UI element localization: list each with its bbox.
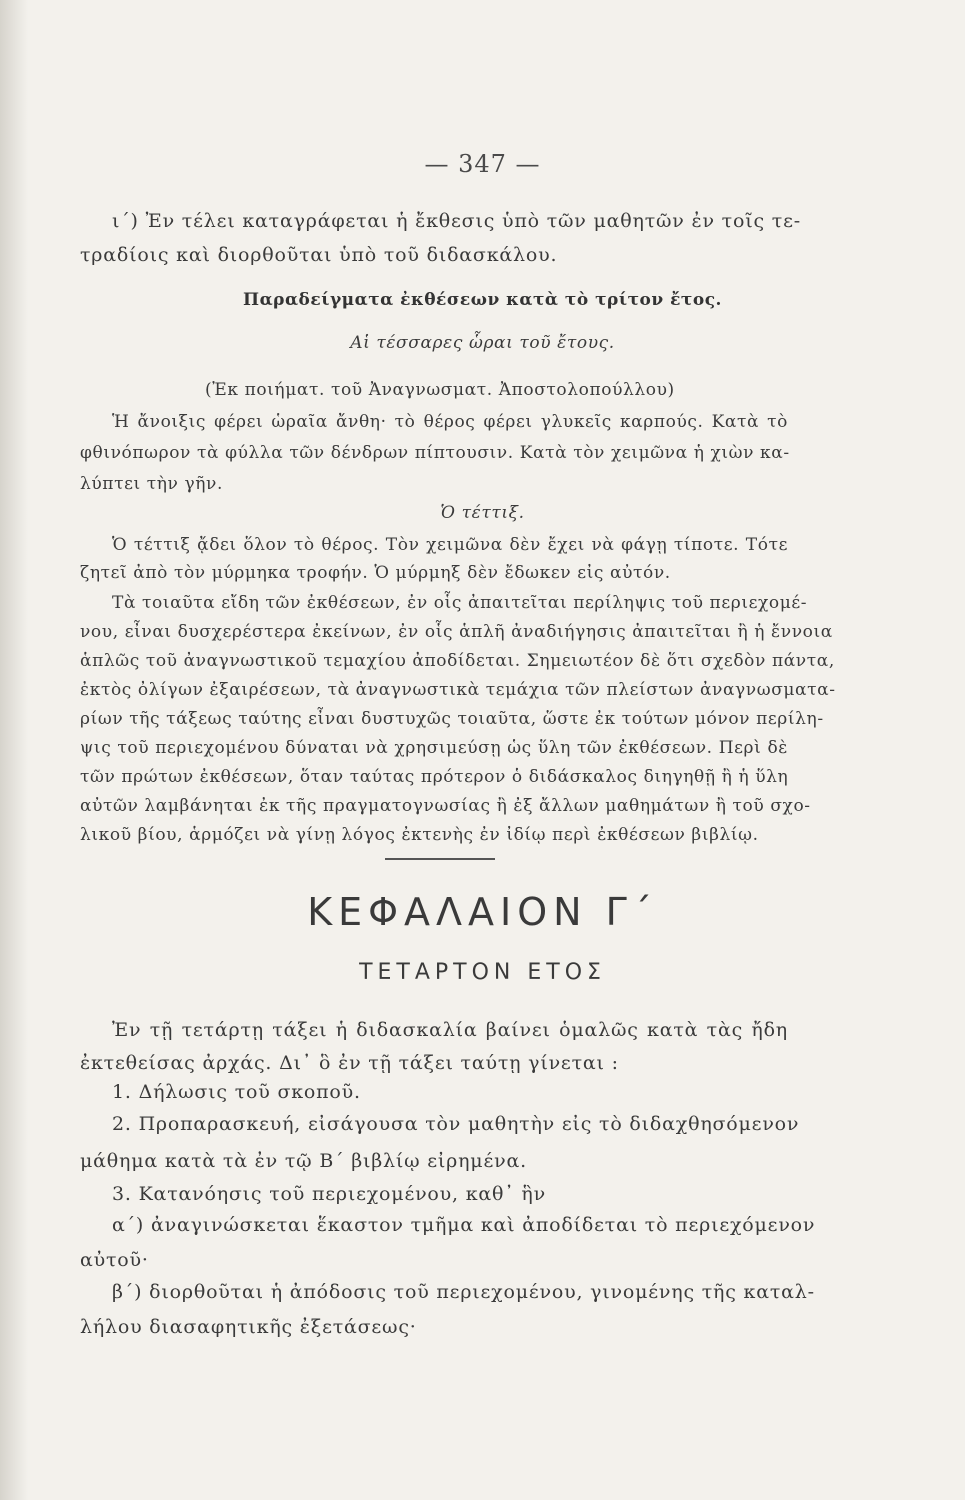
paragraph-i-line-1: ι΄) Ἐν τέλει καταγράφεται ἡ ἔκθεσις ὑπὸ τῶν μαθητῶν ἐν τοῖς τε- bbox=[112, 210, 801, 232]
paragraph-main-line-1: Τὰ τοιαῦτα εἴδη τῶν ἐκθέσεων, ἐν οἷς ἀπαιτεῖται περίληψις τοῦ περιεχομέ- bbox=[112, 593, 808, 613]
chapter-subtitle: ΤΕΤΑΡΤΟΝ ΕΤΟΣ bbox=[359, 960, 606, 985]
paragraph-main-line-4: ἐκτὸς ὀλίγων ἐξαιρέσεων, τὰ ἀναγνωστικὰ τεμάχια τῶν πλείστων ἀναγνωσματα- bbox=[80, 680, 836, 700]
paragraph-main-line-8: αὐτῶν λαμβάνηται ἐκ τῆς πραγματογνωσίας ἢ ἐξ ἄλλων μαθημάτων ἢ τοῦ σχο- bbox=[80, 796, 811, 816]
paragraph-main-line-7: τῶν πρώτων ἐκθέσεων, ὅταν ταύτας πρότερον ὁ διδάσκαλος διηγηθῇ ἢ ἡ ὕλη bbox=[80, 767, 789, 787]
example1-line-2: φθινόπωρον τὰ φύλλα τῶν δένδρων πίπτουσιν. Κατὰ τὸν χειμῶνα ἡ χιὼν κα- bbox=[80, 443, 790, 463]
list-item-1: 1. Δήλωσις τοῦ σκοποῦ. bbox=[112, 1081, 361, 1103]
paragraph-i-line-2: τραδίοις καὶ διορθοῦται ὑπὸ τοῦ διδασκάλου. bbox=[80, 244, 558, 266]
list-item-3b-line-2: λήλου διασαφητικῆς ἐξετάσεως· bbox=[80, 1316, 417, 1338]
list-item-3b-line-1: β΄) διορθοῦται ἡ ἀπόδοσις τοῦ περιεχομένου, γινομένης τῆς καταλ- bbox=[112, 1281, 815, 1303]
section-title: Παραδείγματα ἐκθέσεων κατὰ τὸ τρίτον ἔτος. bbox=[243, 290, 722, 310]
intro-line-2: ἐκτεθείσας ἀρχάς. Δι᾽ ὃ ἐν τῇ τάξει ταύτῃ γίνεται : bbox=[80, 1052, 619, 1074]
example1-line-1: Ἡ ἄνοιξις φέρει ὡραῖα ἄνθη· τὸ θέρος φέρει γλυκεῖς καρπούς. Κατὰ τὸ bbox=[112, 412, 788, 432]
example1-title: Αἱ τέσσαρες ὧραι τοῦ ἔτους. bbox=[350, 333, 615, 353]
paragraph-main-line-3: ἁπλῶς τοῦ ἀναγνωστικοῦ τεμαχίου ἀποδίδεται. Σημειωτέον δὲ ὅτι σχεδὸν πάντα, bbox=[80, 651, 835, 671]
list-item-2-line-2: μάθημα κατὰ τὰ ἐν τῷ Β΄ βιβλίῳ εἰρημένα. bbox=[80, 1150, 527, 1172]
paragraph-main-line-2: νου, εἶναι δυσχερέστερα ἐκείνων, ἐν οἷς ἁπλῆ ἀναδιήγησις ἀπαιτεῖται ἢ ἡ ἔννοια bbox=[80, 622, 833, 642]
example1-source: (Ἐκ ποιήματ. τοῦ Ἀναγνωσματ. Ἀποστολοπούλλου) bbox=[205, 380, 675, 400]
page-number: — 347 — bbox=[424, 150, 541, 178]
example2-line-2: ζητεῖ ἀπὸ τὸν μύρμηκα τροφήν. Ὁ μύρμηξ δὲν ἔδωκεν εἰς αὐτόν. bbox=[80, 563, 671, 583]
example2-line-1: Ὁ τέττιξ ᾄδει ὅλον τὸ θέρος. Τὸν χειμῶνα δὲν ἔχει νὰ φάγῃ τίποτε. Τότε bbox=[112, 535, 788, 555]
paragraph-main-line-6: ψις τοῦ περιεχομένου δύναται νὰ χρησιμεύσῃ ὡς ὕλη τῶν ἐκθέσεων. Περὶ δὲ bbox=[80, 738, 788, 758]
list-item-3a-line-1: α΄) ἀναγινώσκεται ἕκαστον τμῆμα καὶ ἀποδίδεται τὸ περιεχόμενον bbox=[112, 1214, 816, 1236]
paragraph-main-line-9: λικοῦ βίου, ἁρμόζει νὰ γίνῃ λόγος ἐκτενὴς ἐν ἰδίῳ περὶ ἐκθέσεων βιβλίῳ. bbox=[80, 825, 759, 845]
example2-title: Ὁ τέττιξ. bbox=[440, 503, 525, 523]
binding-shadow bbox=[0, 0, 28, 1500]
paragraph-main-line-5: ρίων τῆς τάξεως ταύτης εἶναι δυστυχῶς τοιαῦτα, ὥστε ἐκ τούτων μόνον περίλη- bbox=[80, 709, 824, 729]
section-divider bbox=[385, 858, 495, 860]
list-item-3a-line-2: αὐτοῦ· bbox=[80, 1249, 149, 1271]
example1-line-3: λύπτει τὴν γῆν. bbox=[80, 474, 223, 494]
chapter-title: ΚΕΦΑΛΑΙΟΝ Γ΄ bbox=[307, 890, 658, 934]
list-item-2-line-1: 2. Προπαρασκευή, εἰσάγουσα τὸν μαθητὴν εἰς τὸ διδαχθησόμενον bbox=[112, 1113, 800, 1135]
intro-line-1: Ἐν τῇ τετάρτῃ τάξει ἡ διδασκαλία βαίνει ὁμαλῶς κατὰ τὰς ἤδη bbox=[112, 1019, 788, 1041]
list-item-3: 3. Κατανόησις τοῦ περιεχομένου, καθ᾽ ἣν bbox=[112, 1183, 546, 1205]
